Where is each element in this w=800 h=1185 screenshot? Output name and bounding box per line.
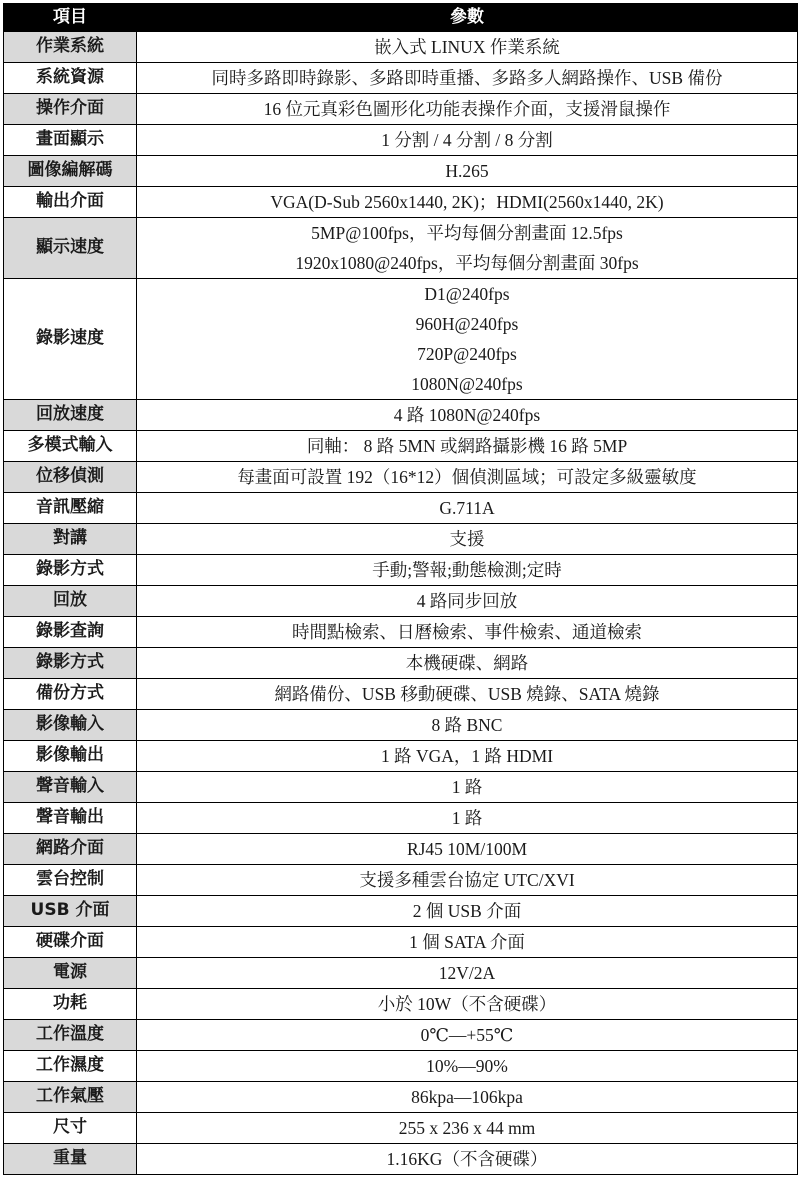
spec-value-line: 同時多路即時錄影、多路即時重播、多路多人網路操作、USB 備份 (211, 68, 723, 88)
spec-body (4, 32, 798, 1175)
spec-value (137, 462, 798, 493)
spec-value (137, 772, 798, 803)
spec-label: 輸出介面 (4, 187, 137, 218)
spec-value-line: 720P@240fps (417, 344, 517, 364)
spec-value-line: 10%—90% (426, 1056, 508, 1076)
spec-row (4, 400, 798, 431)
spec-row (4, 1113, 798, 1144)
spec-row (4, 586, 798, 617)
spec-value (137, 1020, 798, 1051)
spec-label: 工作氣壓 (4, 1082, 137, 1113)
spec-row (4, 741, 798, 772)
spec-label: 尺寸 (4, 1113, 137, 1144)
spec-value-line: D1@240fps (424, 284, 510, 304)
spec-label: 錄影速度 (4, 279, 137, 400)
spec-value (137, 187, 798, 218)
spec-row (4, 617, 798, 648)
spec-row (4, 989, 798, 1020)
spec-header-row (4, 4, 798, 32)
spec-label: 操作介面 (4, 94, 137, 125)
spec-value (137, 32, 798, 63)
spec-value-line: 8 路 BNC (431, 715, 503, 735)
spec-label: 回放速度 (4, 400, 137, 431)
spec-value (137, 63, 798, 94)
spec-row (4, 524, 798, 555)
spec-label: 系統資源 (4, 63, 137, 94)
spec-value (137, 279, 798, 400)
spec-value-line: 網路備份、USB 移動硬碟、USB 燒錄、SATA 燒錄 (274, 684, 660, 704)
spec-label: 錄影方式 (4, 555, 137, 586)
spec-value-line: 4 路同步回放 (416, 591, 518, 611)
spec-row (4, 218, 798, 279)
spec-label: 聲音輸出 (4, 803, 137, 834)
spec-table (3, 3, 798, 1175)
spec-value (137, 1082, 798, 1113)
spec-label: 工作溫度 (4, 1020, 137, 1051)
spec-value (137, 865, 798, 896)
spec-row (4, 63, 798, 94)
spec-label: 影像輸入 (4, 710, 137, 741)
spec-value-line: 16 位元真彩色圖形化功能表操作介面，支援滑鼠操作 (263, 99, 671, 119)
spec-value (137, 803, 798, 834)
spec-label: USB 介面 (4, 896, 137, 927)
spec-value-line: 1 路 VGA，1 路 HDMI (380, 746, 554, 766)
spec-row (4, 125, 798, 156)
spec-value-line: 1.16KG（不含硬碟） (386, 1149, 548, 1169)
spec-row (4, 896, 798, 927)
spec-label: 顯示速度 (4, 218, 137, 279)
spec-label: 備份方式 (4, 679, 137, 710)
spec-value-line: 每畫面可設置 192（16*12）個偵測區域；可設定多級靈敏度 (237, 467, 697, 487)
spec-value-line: G.711A (439, 498, 495, 518)
spec-label: 雲台控制 (4, 865, 137, 896)
spec-row (4, 772, 798, 803)
spec-row (4, 32, 798, 63)
spec-value (137, 710, 798, 741)
spec-label: 回放 (4, 586, 137, 617)
spec-row (4, 1144, 798, 1175)
spec-value (137, 1144, 798, 1175)
spec-label: 電源 (4, 958, 137, 989)
spec-value-line: 小於 10W（不含硬碟） (377, 994, 557, 1014)
spec-value-line: 1 分割 / 4 分割 / 8 分割 (381, 130, 553, 150)
spec-label: 錄影方式 (4, 648, 137, 679)
spec-row (4, 462, 798, 493)
spec-value (137, 431, 798, 462)
spec-row (4, 187, 798, 218)
spec-value (137, 218, 798, 279)
spec-label: 網路介面 (4, 834, 137, 865)
spec-value (137, 989, 798, 1020)
spec-value (137, 586, 798, 617)
spec-row (4, 710, 798, 741)
spec-value-line: 2 個 USB 介面 (412, 901, 522, 921)
spec-value (137, 617, 798, 648)
spec-value (137, 834, 798, 865)
header-item: 項目 (4, 4, 137, 32)
spec-value (137, 400, 798, 431)
spec-value-line: 12V/2A (438, 963, 496, 983)
spec-value-line: H.265 (445, 161, 489, 181)
spec-row (4, 94, 798, 125)
spec-value (137, 125, 798, 156)
header-param: 參數 (137, 4, 798, 32)
spec-value (137, 679, 798, 710)
spec-value-line: 本機硬碟、網路 (405, 653, 529, 673)
spec-value-line: 時間點檢索、日曆檢索、事件檢索、通道檢索 (292, 622, 642, 642)
spec-value (137, 958, 798, 989)
spec-value (137, 927, 798, 958)
spec-row (4, 648, 798, 679)
spec-label: 圖像編解碼 (4, 156, 137, 187)
spec-value-line: 支援 (449, 529, 485, 549)
spec-row (4, 493, 798, 524)
spec-label: 重量 (4, 1144, 137, 1175)
spec-row (4, 834, 798, 865)
spec-value (137, 1113, 798, 1144)
spec-value-line: 1 路 (451, 808, 483, 828)
spec-label: 功耗 (4, 989, 137, 1020)
spec-value-line: RJ45 10M/100M (406, 839, 528, 859)
spec-value (137, 493, 798, 524)
spec-label: 畫面顯示 (4, 125, 137, 156)
spec-row (4, 803, 798, 834)
spec-label: 錄影查詢 (4, 617, 137, 648)
spec-row (4, 1082, 798, 1113)
spec-value (137, 156, 798, 187)
spec-label: 多模式輸入 (4, 431, 137, 462)
spec-value-line: 手動;警報;動態檢測;定時 (372, 560, 562, 580)
spec-row (4, 679, 798, 710)
spec-value-line: 960H@240fps (415, 314, 519, 334)
spec-row (4, 279, 798, 400)
spec-label: 對講 (4, 524, 137, 555)
spec-row (4, 555, 798, 586)
spec-value-line: VGA(D-Sub 2560x1440, 2K)；HDMI(2560x1440, 2K) (270, 192, 664, 212)
spec-value-line: 1920x1080@240fps，平均每個分割畫面 30fps (295, 253, 639, 273)
spec-label: 作業系統 (4, 32, 137, 63)
spec-value-line: 支援多種雲台協定 UTC/XVI (359, 870, 575, 890)
spec-row (4, 865, 798, 896)
spec-row (4, 1051, 798, 1082)
spec-row (4, 1020, 798, 1051)
spec-row (4, 927, 798, 958)
spec-value-line: 1 路 (451, 777, 483, 797)
spec-label: 工作濕度 (4, 1051, 137, 1082)
spec-label: 影像輸出 (4, 741, 137, 772)
spec-value-line: 1 個 SATA 介面 (409, 932, 525, 952)
spec-label: 音訊壓縮 (4, 493, 137, 524)
spec-label: 聲音輸入 (4, 772, 137, 803)
spec-value-line: 86kpa—106kpa (411, 1087, 523, 1107)
spec-value-line: 0℃—+55℃ (420, 1025, 514, 1045)
spec-value (137, 555, 798, 586)
spec-value (137, 1051, 798, 1082)
spec-row (4, 958, 798, 989)
spec-value-line: 5MP@100fps，平均每個分割畫面 12.5fps (311, 223, 623, 243)
spec-label: 硬碟介面 (4, 927, 137, 958)
spec-value-line: 同軸： 8 路 5MN 或網路攝影機 16 路 5MP (306, 436, 628, 456)
spec-value (137, 741, 798, 772)
spec-value (137, 524, 798, 555)
spec-row (4, 431, 798, 462)
spec-value-line: 1080N@240fps (411, 374, 523, 394)
spec-value-line: 255 x 236 x 44 mm (398, 1118, 536, 1138)
spec-row (4, 156, 798, 187)
spec-value (137, 896, 798, 927)
spec-value (137, 94, 798, 125)
spec-value-line: 嵌入式 LINUX 作業系統 (374, 37, 560, 57)
spec-value-line: 4 路 1080N@240fps (393, 405, 541, 425)
spec-value (137, 648, 798, 679)
spec-label: 位移偵測 (4, 462, 137, 493)
